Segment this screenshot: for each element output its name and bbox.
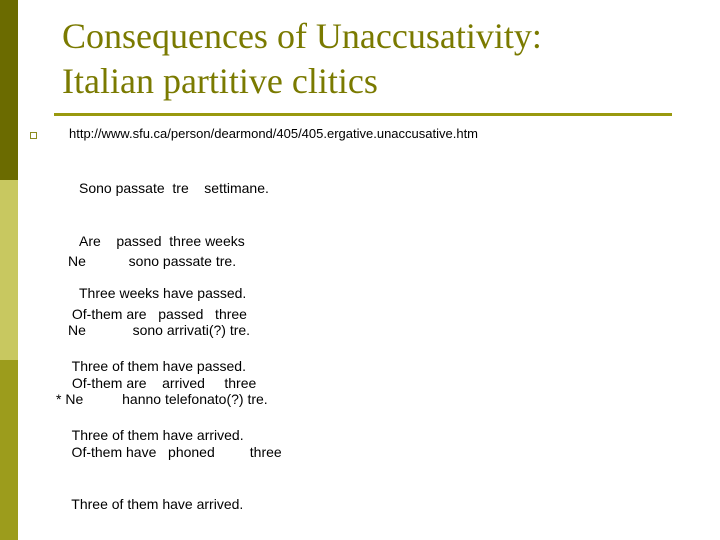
title-divider <box>54 113 672 116</box>
hollow-square-bullet-icon <box>30 132 37 139</box>
title-line-2: Italian partitive clitics <box>62 61 378 101</box>
example-line: Three of them have arrived. <box>56 496 244 512</box>
example-line: Ne sono passate tre. <box>68 253 237 269</box>
example-line: * Ne hanno telefonato(?) tre. <box>56 391 268 407</box>
example-line: Three of them have passed. <box>68 358 246 374</box>
example-line: Of-them have phoned three <box>56 443 282 460</box>
decorative-sidebar <box>0 0 18 540</box>
example-line: Sono passate tre settimane. <box>79 180 269 196</box>
example-block <box>56 356 282 531</box>
sidebar-segment-top <box>0 0 18 180</box>
example-line: Are passed three weeks <box>79 232 245 249</box>
sidebar-segment-bottom <box>0 360 18 540</box>
example-line: Of-them are arrived three <box>68 374 257 391</box>
example-line: Three weeks have passed. <box>79 285 247 301</box>
example-line: Three of them have arrived. <box>68 427 244 443</box>
source-url-link[interactable]: http://www.sfu.ca/person/dearmond/405/405.ergative.unaccusative.htm <box>69 126 479 141</box>
sidebar-segment-middle <box>0 180 18 360</box>
example-line: Ne sono arrivati(?) tre. <box>68 322 251 338</box>
slide-title <box>62 14 702 104</box>
title-line-1: Consequences of Unaccusativity: <box>62 16 542 56</box>
example-line: Of-them are passed three <box>68 305 247 322</box>
